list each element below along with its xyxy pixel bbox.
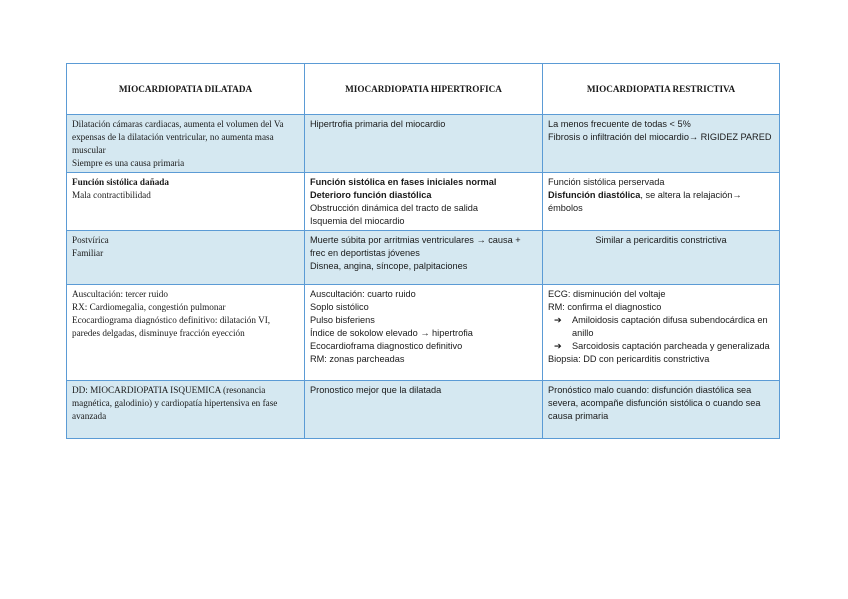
- cell-text: Siempre es una causa primaria: [72, 158, 185, 168]
- cell-text: Biopsia: DD con pericarditis constrictiva: [548, 354, 710, 364]
- table-row: [67, 231, 780, 285]
- cell-hipertrofica: [305, 173, 543, 231]
- cell-text: Obstrucción dinámica del tracto de salida: [310, 203, 479, 213]
- cell-text: RX: Cardiomegalia, congestión pulmonar: [72, 302, 226, 312]
- cell-restrictiva: [543, 115, 780, 173]
- header-dilatada: MIOCARDIOPATIA DILATADA: [67, 64, 305, 115]
- cardiomyopathy-comparison-table: [66, 63, 780, 439]
- cell-restrictiva: [543, 381, 780, 439]
- cell-text: Muerte súbita por arritmias ventriculares → causa + frec en deportistas jóvenes: [310, 235, 521, 258]
- table-row: [67, 381, 780, 439]
- cell-text-mixed: [548, 189, 774, 215]
- cell-text: Pulso bisferiens: [310, 315, 375, 325]
- cell-dilatada: [67, 285, 305, 381]
- arrow-right-icon: ➔: [554, 341, 562, 351]
- cell-text: Fibrosis o infiltración del miocardio→ RIGIDEZ PARED: [548, 132, 772, 142]
- table-row: [67, 115, 780, 173]
- cell-text: Disnea, angina, síncope, palpitaciones: [310, 261, 468, 271]
- cell-text: Mala contractibilidad: [72, 190, 151, 200]
- cell-dilatada: [67, 381, 305, 439]
- cell-text-bold: Deterioro función diastólica: [310, 190, 432, 200]
- cell-text: DD: MIOCARDIOPATIA ISQUEMICA (resonancia magnética, galodinio) y cardiopatía hipertensiva en fase avanzada: [72, 385, 278, 421]
- cell-text-bold: Disfunción diastólica: [548, 190, 641, 200]
- cell-text: Postvírica: [72, 235, 109, 245]
- cell-text: Hipertrofia primaria del miocardio: [310, 119, 446, 129]
- cell-dilatada: [67, 173, 305, 231]
- header-hipertrofica: MIOCARDIOPATIA HIPERTROFICA: [305, 64, 543, 115]
- cell-text: Pronostico mejor que la dilatada: [310, 385, 442, 395]
- cell-text: Auscultación: cuarto ruido: [310, 289, 416, 299]
- cell-text: Sarcoidosis captación parcheada y generalizada: [572, 341, 770, 351]
- cell-restrictiva: [543, 285, 780, 381]
- cell-text: Isquemia del miocardio: [310, 216, 405, 226]
- cell-text: , se altera la relajación→ émbolos: [548, 190, 742, 213]
- cell-hipertrofica: [305, 231, 543, 285]
- cell-restrictiva: [543, 173, 780, 231]
- cell-text-bold: Función sistólica en fases iniciales normal: [310, 177, 497, 187]
- cell-dilatada: [67, 231, 305, 285]
- cell-restrictiva: [543, 231, 780, 285]
- cell-hipertrofica: [305, 115, 543, 173]
- cell-text: Amiloidosis captación difusa subendocárdica en anillo: [572, 315, 768, 338]
- cell-text: ECG: disminución del voltaje: [548, 289, 666, 299]
- cell-text: Función sistólica perservada: [548, 177, 665, 187]
- cell-text: Familiar: [72, 248, 104, 258]
- cell-text: RM: zonas parcheadas: [310, 354, 405, 364]
- cell-dilatada: [67, 115, 305, 173]
- cell-hipertrofica: [305, 381, 543, 439]
- cell-text: RM: confirma el diagnostico: [548, 302, 662, 312]
- arrow-right-icon: ➔: [554, 315, 562, 325]
- cell-text: La menos frecuente de todas < 5%: [548, 119, 691, 129]
- header-restrictiva: MIOCARDIOPATIA RESTRICTIVA: [543, 64, 780, 115]
- cell-text: Ecocardiograma diagnóstico definitivo: dilatación VI, paredes delgadas, disminuye fracción eyección: [72, 315, 271, 338]
- table-row: [67, 173, 780, 231]
- cell-text: Soplo sistólico: [310, 302, 369, 312]
- cell-text: Auscultación: tercer ruido: [72, 289, 168, 299]
- cell-hipertrofica: [305, 285, 543, 381]
- list-item: [548, 340, 774, 353]
- cell-text: Dilatación cámaras cardiacas, aumenta el volumen del Va expensas de la dilatación ventricular, no aumenta masa muscular: [72, 119, 284, 155]
- cell-text: Pronóstico malo cuando: disfunción diastólica sea severa, acompañe disfunción sistólica o cuando sea causa primaria: [548, 385, 761, 421]
- header-row: [67, 64, 780, 115]
- table-row: [67, 285, 780, 381]
- cell-text: Ecocardioframa diagnostico definitivo: [310, 341, 463, 351]
- cell-text: Similar a pericarditis constrictiva: [595, 235, 727, 245]
- cell-text-bold: Función sistólica dañada: [72, 177, 170, 187]
- cell-text: Índice de sokolow elevado → hipertrofia: [310, 328, 473, 338]
- list-item: [548, 314, 774, 340]
